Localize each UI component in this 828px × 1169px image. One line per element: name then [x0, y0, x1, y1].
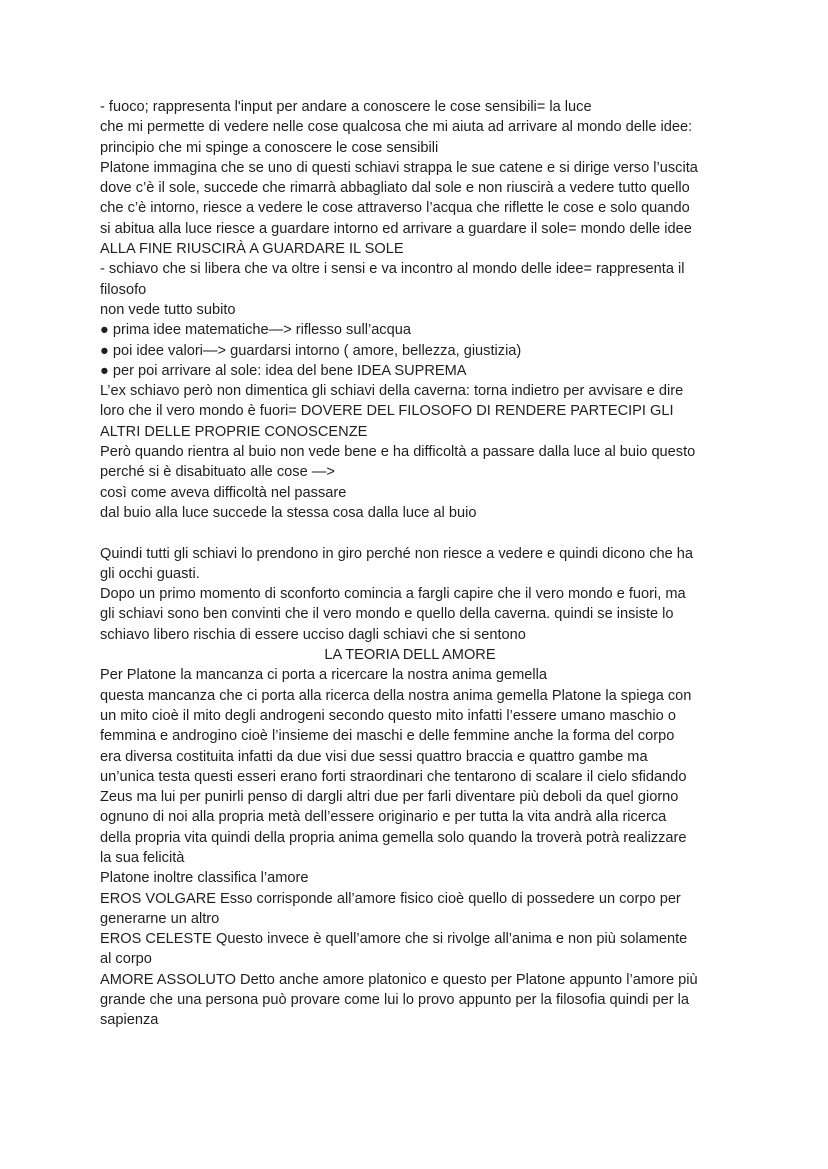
text-line: Per Platone la mancanza ci porta a ricercare la nostra anima gemella — [100, 667, 547, 684]
text-line: che c’è intorno, riesce a vedere le cose attraverso l’acqua che riflette le cose e solo quando — [100, 200, 690, 217]
document-page — [100, 97, 740, 1031]
text-line: questa mancanza che ci porta alla ricerca della nostra anima gemella Platone la spiega con — [100, 687, 692, 704]
text-line: ALLA FINE RIUSCIRÀ A GUARDARE IL SOLE — [100, 241, 404, 258]
text-line: Però quando rientra al buio non vede bene e ha difficoltà a passare dalla luce al buio questo — [100, 444, 696, 461]
text-line: Platone inoltre classifica l’amore — [100, 870, 309, 887]
text-line: grande che una persona può provare come lui lo provo appunto per la filosofia quindi per la — [100, 992, 690, 1009]
text-line: non vede tutto subito — [100, 301, 236, 318]
text-line: così come aveva difficoltà nel passare — [100, 484, 347, 501]
text-line: la sua felicità — [100, 849, 185, 866]
text-line: della propria vita quindi della propria anima gemella solo quando la troverà potrà realizzare — [100, 829, 687, 846]
text-line: loro che il vero mondo è fuori= DOVERE DEL FILOSOFO DI RENDERE PARTECIPI GLI — [100, 403, 674, 420]
text-line: al corpo — [100, 951, 152, 968]
section-heading: LA TEORIA DELL AMORE — [324, 647, 496, 664]
text-line: ALTRI DELLE PROPRIE CONOSCENZE — [100, 423, 368, 440]
text-line: - fuoco; rappresenta l'input per andare a conoscere le cose sensibili= la luce — [100, 99, 592, 115]
text-line: ● per poi arrivare al sole: idea del bene IDEA SUPREMA — [100, 362, 467, 379]
text-line: Quindi tutti gli schiavi lo prendono in giro perché non riesce a vedere e quindi dicono che ha — [100, 545, 694, 562]
text-line: ● poi idee valori—> guardarsi intorno ( amore, bellezza, giustizia) — [100, 342, 522, 359]
text-line: si abitua alla luce riesce a guardare intorno ed arrivare a guardare il sole= mondo delle idee — [100, 220, 692, 237]
text-line: un’unica testa questi esseri erano forti straordinari che tentarono di scalare il cielo sfidando — [100, 768, 687, 785]
text-line: femmina e androgino cioè l’insieme dei maschi e delle femmine anche la forma del corpo — [100, 728, 675, 745]
text-line: EROS VOLGARE Esso corrisponde all’amore fisico cioè quello di possedere un corpo per — [100, 890, 681, 907]
text-line: L’ex schiavo però non dimentica gli schiavi della caverna: torna indietro per avvisare e dire — [100, 383, 684, 400]
text-line — [100, 523, 740, 543]
text-line: schiavo libero rischia di essere ucciso dagli schiavi che si sentono — [100, 626, 526, 643]
text-line: Platone immagina che se uno di questi schiavi strappa le sue catene e si dirige verso l’uscita — [100, 159, 698, 176]
text-line: gli schiavi sono ben convinti che il vero mondo e quello della caverna. quindi se insiste lo — [100, 606, 674, 623]
text-line: filosofo — [100, 281, 147, 298]
text-line: Dopo un primo momento di sconforto comincia a fargli capire che il vero mondo e fuori, ma — [100, 586, 686, 603]
text-line: ognuno di noi alla propria metà dell’essere originario e per tutta la vita andrà alla ricerca — [100, 809, 667, 826]
text-line: gli occhi guasti. — [100, 565, 200, 582]
text-line: era diversa costituita infatti da due visi due sessi quattro braccia e quattro gambe ma — [100, 748, 648, 765]
text-line: un mito cioè il mito degli androgeni secondo questo mito infatti l’essere umano maschio o — [100, 707, 676, 724]
text-line: - schiavo che si libera che va oltre i sensi e va incontro al mondo delle idee= rappresenta il — [100, 261, 685, 278]
text-line: perché si è disabituato alle cose —> — [100, 464, 335, 481]
text-line: principio che mi spinge a conoscere le cose sensibili — [100, 139, 439, 156]
text-line: Zeus ma lui per punirli penso di dargli altri due per farli diventare più deboli da quel giorno — [100, 789, 679, 806]
text-line: ● prima idee matematiche—> riflesso sull’acqua — [100, 322, 411, 339]
text-line: dove c’è il sole, succede che rimarrà abbagliato dal sole e non riuscirà a vedere tutto quello — [100, 180, 690, 197]
text-line: che mi permette di vedere nelle cose qualcosa che mi aiuta ad arrivare al mondo delle idee: — [100, 119, 693, 136]
text-line: sapienza — [100, 1012, 159, 1029]
text-line: generarne un altro — [100, 910, 220, 927]
text-line: dal buio alla luce succede la stessa cosa dalla luce al buio — [100, 504, 477, 521]
text-line: AMORE ASSOLUTO Detto anche amore platonico e questo per Platone appunto l’amore più — [100, 971, 698, 988]
text-line: EROS CELESTE Questo invece è quell’amore che si rivolge all’anima e non più solamente — [100, 931, 688, 948]
